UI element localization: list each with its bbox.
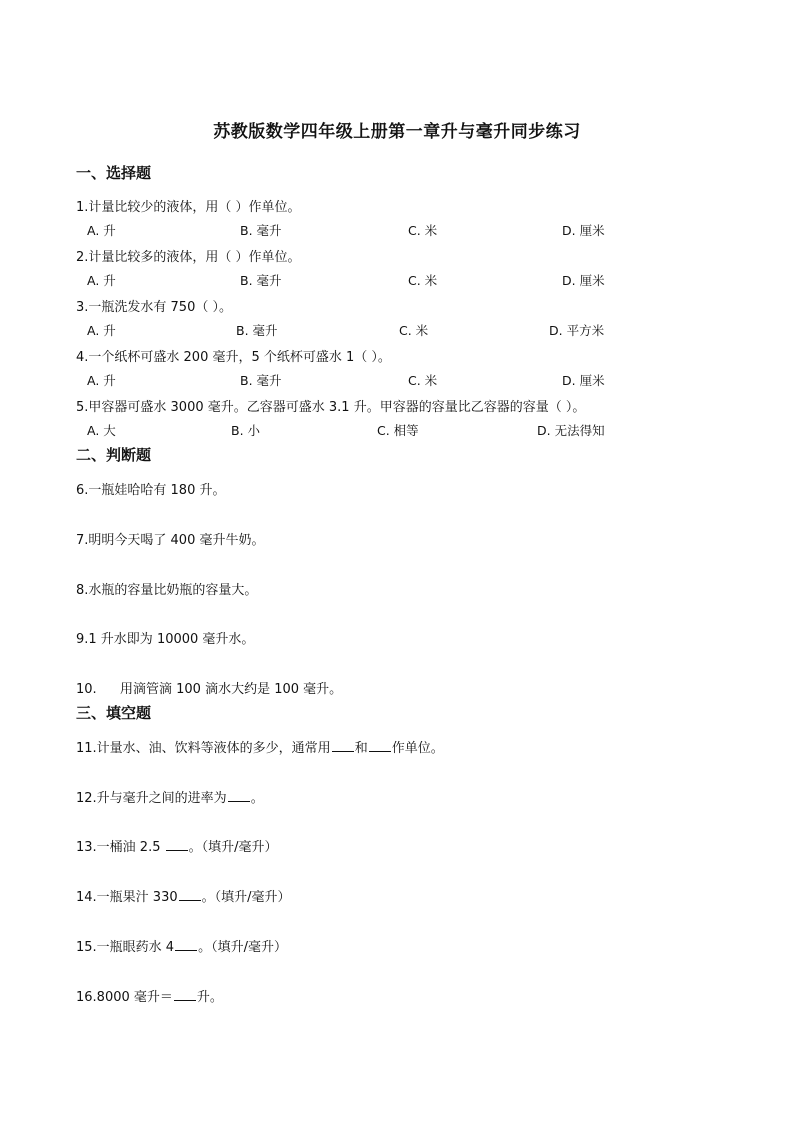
answer-blank[interactable] xyxy=(179,888,201,901)
option-4-d: D. 厘米 xyxy=(562,373,605,388)
option-3-c: C. 米 xyxy=(399,323,429,338)
question-13-text-b: 。（填升/毫升） xyxy=(188,840,278,855)
question-14-text-b: 。（填升/毫升） xyxy=(201,890,291,905)
question-12 xyxy=(76,787,264,806)
question-12-text-b: 。 xyxy=(250,791,264,806)
question-10 xyxy=(76,678,342,697)
option-2-a: A. 升 xyxy=(87,273,116,288)
question-10-text: 用滴管滴 100 滴水大约是 100 毫升。 xyxy=(120,682,343,697)
question-11-text-c: 作单位。 xyxy=(391,741,444,756)
answer-blank[interactable] xyxy=(332,739,354,752)
question-2: 2.计量比较多的液体，用（ ）作单位。 xyxy=(76,250,301,265)
question-13-text-a: 13.一桶油 2.5 xyxy=(76,840,165,855)
question-11-text-b: 和 xyxy=(354,741,368,756)
option-4-a: A. 升 xyxy=(87,373,116,388)
question-15 xyxy=(76,936,287,955)
question-14-text-a: 14.一瓶果汁 330 xyxy=(76,890,178,905)
answer-blank[interactable] xyxy=(369,739,391,752)
question-6: 6.一瓶娃哈哈有 180 升。 xyxy=(76,483,226,498)
answer-blank[interactable] xyxy=(166,838,188,851)
option-1-b: B. 毫升 xyxy=(240,223,282,238)
option-5-d: D. 无法得知 xyxy=(537,423,605,438)
option-3-a: A. 升 xyxy=(87,323,116,338)
option-1-a: A. 升 xyxy=(87,223,116,238)
section-heading-choice: 一、选择题 xyxy=(76,164,152,182)
option-2-c: C. 米 xyxy=(408,273,438,288)
question-4: 4.一个纸杯可盛水 200 毫升，5 个纸杯可盛水 1（ ）。 xyxy=(76,350,391,365)
option-3-d: D. 平方米 xyxy=(549,323,605,338)
option-5-a: A. 大 xyxy=(87,423,116,438)
question-11 xyxy=(76,737,444,756)
answer-blank[interactable] xyxy=(228,789,250,802)
question-8: 8.水瓶的容量比奶瓶的容量大。 xyxy=(76,583,258,598)
question-3: 3.一瓶洗发水有 750（ ）。 xyxy=(76,300,232,315)
option-1-c: C. 米 xyxy=(408,223,438,238)
option-5-b: B. 小 xyxy=(231,423,261,438)
question-16-text-b: 升。 xyxy=(196,990,223,1005)
answer-blank[interactable] xyxy=(174,988,196,1001)
question-9: 9.1 升水即为 10000 毫升水。 xyxy=(76,632,255,647)
option-2-d: D. 厘米 xyxy=(562,273,605,288)
question-15-text-a: 15.一瓶眼药水 4 xyxy=(76,940,175,955)
question-16-text-a: 16.8000 毫升＝ xyxy=(76,990,173,1005)
option-3-b: B. 毫升 xyxy=(236,323,278,338)
section-heading-fill: 三、填空题 xyxy=(76,704,152,722)
question-5: 5.甲容器可盛水 3000 毫升。乙容器可盛水 3.1 升。甲容器的容量比乙容器的容量（ ）。 xyxy=(76,400,586,415)
question-7: 7.明明今天喝了 400 毫升牛奶。 xyxy=(76,533,265,548)
question-1: 1.计量比较少的液体，用（ ）作单位。 xyxy=(76,200,301,215)
question-10-number: 10. xyxy=(76,682,97,697)
option-2-b: B. 毫升 xyxy=(240,273,282,288)
question-12-text-a: 12.升与毫升之间的进率为 xyxy=(76,791,227,806)
option-1-d: D. 厘米 xyxy=(562,223,605,238)
question-14 xyxy=(76,886,291,905)
option-5-c: C. 相等 xyxy=(377,423,419,438)
question-16 xyxy=(76,986,223,1005)
option-4-b: B. 毫升 xyxy=(240,373,282,388)
option-4-c: C. 米 xyxy=(408,373,438,388)
question-13 xyxy=(76,836,278,855)
question-15-text-b: 。（填升/毫升） xyxy=(198,940,287,955)
page-title: 苏教版数学四年级上册第一章升与毫升同步练习 xyxy=(213,122,581,142)
answer-blank[interactable] xyxy=(175,938,197,951)
question-11-text-a: 11.计量水、油、饮料等液体的多少，通常用 xyxy=(76,741,331,756)
section-heading-judge: 二、判断题 xyxy=(76,446,152,464)
